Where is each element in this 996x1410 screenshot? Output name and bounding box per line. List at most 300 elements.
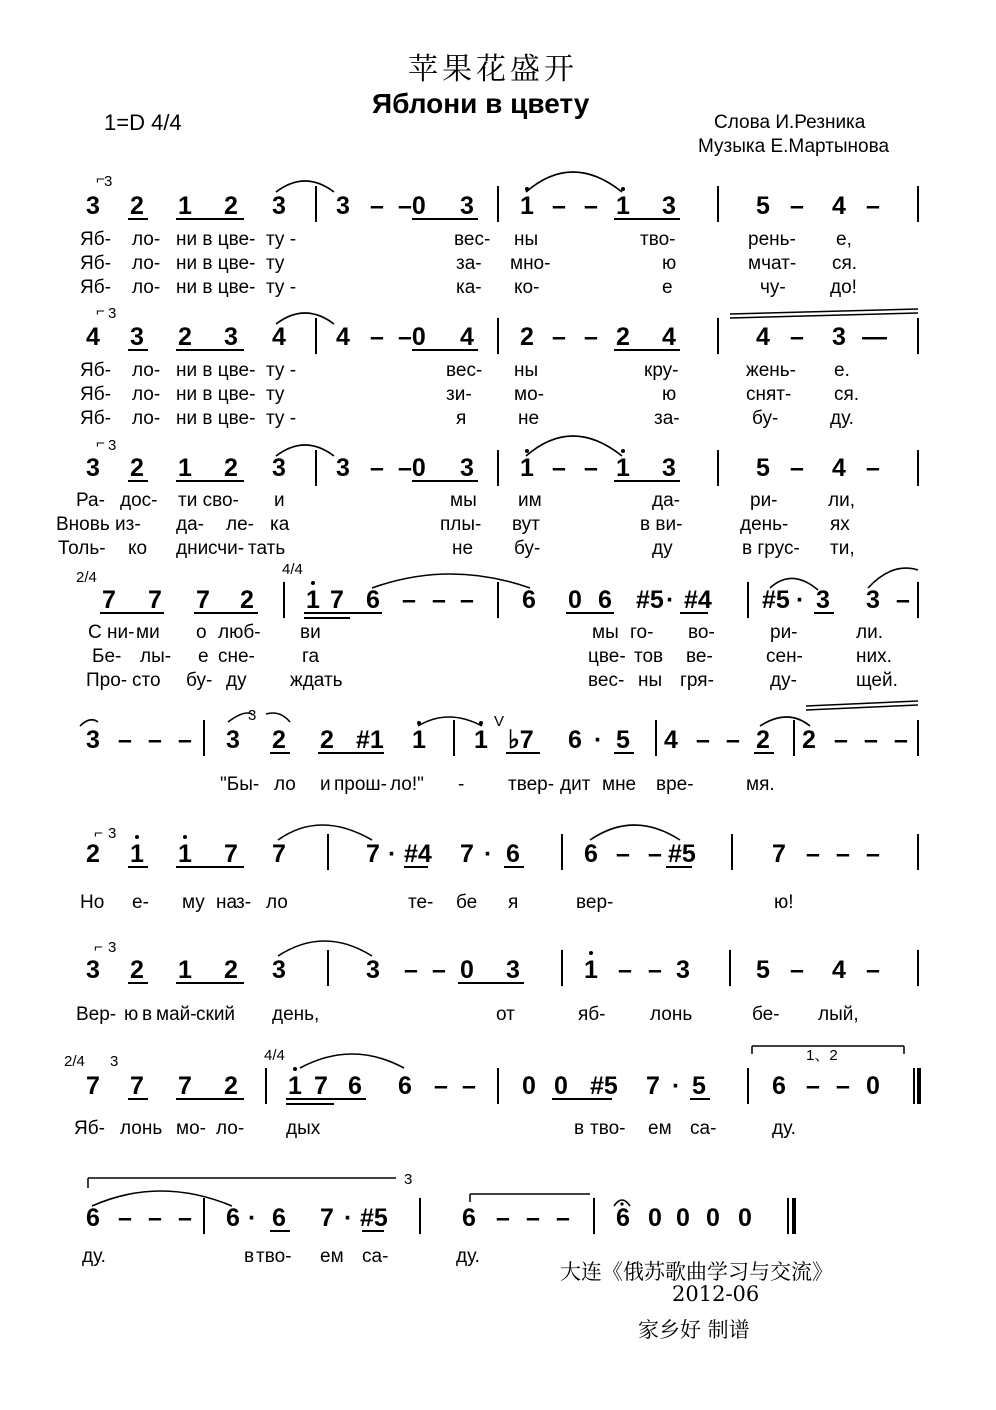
lyrics-verse-2	[80, 253, 857, 274]
svg-text:бу-: бу-	[514, 538, 541, 559]
svg-text:Толь-: Толь-	[58, 538, 106, 559]
dot: ·	[666, 586, 675, 614]
note: 3	[816, 586, 830, 614]
dash: —	[862, 323, 887, 351]
note: 3	[86, 192, 100, 220]
svg-text:лы-: лы-	[140, 646, 172, 667]
note: 6	[584, 840, 598, 868]
dash: –	[866, 840, 880, 868]
svg-text:Яб-: Яб-	[80, 253, 111, 274]
lyrics-verse-2	[80, 384, 859, 405]
svg-text:дос-: дос-	[120, 490, 158, 511]
tuplet-number: 3	[108, 825, 117, 842]
svg-text:ко-: ко-	[514, 277, 540, 298]
note: 6	[398, 1072, 412, 1100]
svg-text:Ра-: Ра-	[76, 490, 105, 511]
svg-text:ло-: ло-	[132, 253, 161, 274]
note: 2	[272, 726, 286, 754]
svg-text:ви: ви	[300, 622, 321, 643]
note: 6	[506, 840, 520, 868]
svg-text:Яб-: Яб-	[80, 384, 111, 405]
tie	[590, 825, 680, 840]
note: 6	[462, 1204, 476, 1232]
note: #5	[668, 840, 696, 868]
svg-text:тво-: тво-	[590, 1118, 626, 1139]
svg-text:тать: тать	[248, 538, 286, 559]
note: 7	[314, 1072, 328, 1100]
lyrics-verse-1	[80, 360, 850, 381]
dash: –	[648, 956, 662, 984]
svg-text:лый,: лый,	[818, 1004, 859, 1025]
tuplet-mark: ⌐	[96, 303, 105, 320]
note: 4	[832, 192, 846, 220]
title-russian: Яблони в цвету	[372, 88, 590, 119]
note: 6	[272, 1204, 286, 1232]
note: 3	[86, 454, 100, 482]
dash: –	[178, 726, 192, 754]
dash: –	[894, 726, 908, 754]
svg-text:ду.: ду.	[772, 1118, 796, 1139]
dash: –	[806, 840, 820, 868]
svg-text:го-: го-	[630, 622, 654, 643]
tuplet-bracket	[266, 713, 290, 722]
dash: –	[432, 956, 446, 984]
svg-text:им: им	[518, 490, 542, 511]
tie	[278, 941, 372, 956]
lyrics	[74, 1118, 796, 1139]
note: 2	[130, 956, 144, 984]
note: 0	[554, 1072, 568, 1100]
svg-text:Яб-: Яб-	[80, 229, 111, 250]
note: 3	[86, 726, 100, 754]
note: 2	[240, 586, 254, 614]
note: –0	[398, 323, 426, 351]
svg-text:Вновь из-: Вновь из-	[56, 514, 141, 535]
note: 4	[336, 323, 350, 351]
note: 1	[616, 192, 630, 220]
note: 5	[756, 192, 770, 220]
svg-text:сне-: сне-	[218, 646, 255, 667]
note: 1	[178, 840, 192, 868]
note: 3	[86, 956, 100, 984]
svg-text:Бе-: Бе-	[92, 646, 122, 667]
svg-text:ду.: ду.	[830, 408, 854, 429]
svg-text:-: -	[458, 774, 465, 795]
note: 4	[272, 323, 286, 351]
tie	[526, 172, 622, 192]
note: 6	[348, 1072, 362, 1100]
note: 4	[662, 323, 676, 351]
note: 5	[756, 454, 770, 482]
note: 5	[616, 726, 630, 754]
note: 7	[148, 586, 162, 614]
svg-text:Но: Но	[80, 892, 105, 913]
note: 7	[772, 840, 786, 868]
svg-text:бе-: бе-	[752, 1004, 780, 1025]
svg-text:е,: е,	[836, 229, 852, 250]
dot: ·	[796, 586, 805, 614]
dash: –	[836, 840, 850, 868]
lyrics-verse-2	[92, 646, 892, 667]
svg-text:ся.: ся.	[834, 384, 860, 405]
svg-text:е: е	[198, 646, 209, 667]
note: 1	[474, 726, 488, 754]
tuplet-mark: ⌐	[94, 939, 103, 956]
svg-text:мо-: мо-	[176, 1118, 206, 1139]
note: 4	[460, 323, 474, 351]
dash: –	[148, 726, 162, 754]
svg-text:щей.: щей.	[856, 670, 898, 691]
footer-author: 家乡好 制谱	[638, 1318, 750, 1342]
note: –0	[398, 192, 426, 220]
svg-text:ни в цве-: ни в цве-	[176, 277, 256, 298]
dash: –	[896, 586, 910, 614]
note: 6	[366, 586, 380, 614]
svg-text:ю: ю	[662, 253, 677, 274]
note: 0	[676, 1204, 690, 1232]
svg-text:ло-: ло-	[132, 277, 161, 298]
svg-text:счи-: счи-	[208, 538, 245, 559]
svg-text:Яб-: Яб-	[80, 277, 111, 298]
tuplet-mark: ⌐	[94, 825, 103, 842]
svg-text:му: му	[182, 892, 205, 913]
svg-text:ни в цве-: ни в цве-	[176, 384, 256, 405]
note: 2	[616, 323, 630, 351]
tie	[418, 717, 482, 726]
note: #5	[590, 1072, 618, 1100]
note: 0	[522, 1072, 536, 1100]
svg-text:е: е	[662, 277, 673, 298]
note: 6	[772, 1072, 786, 1100]
dash: –	[790, 192, 804, 220]
octave-dot	[311, 581, 315, 585]
svg-text:ждать: ждать	[290, 670, 343, 691]
note: 6	[568, 726, 582, 754]
note: 2	[802, 726, 816, 754]
svg-text:ти,: ти,	[830, 538, 855, 559]
note: 7	[224, 840, 238, 868]
note: #1	[356, 726, 384, 754]
note: 0	[738, 1204, 752, 1232]
note: 7	[178, 1072, 192, 1100]
dash: –	[552, 454, 566, 482]
time-signature: 2/4	[64, 1053, 85, 1070]
svg-text:день-: день-	[740, 514, 789, 535]
dash: –	[726, 726, 740, 754]
svg-text:ны: ны	[638, 670, 663, 691]
note: 3	[226, 726, 240, 754]
svg-text:ны: ны	[514, 360, 539, 381]
dash: –	[696, 726, 710, 754]
octave-dot	[183, 835, 187, 839]
svg-text:в грус-: в грус-	[742, 538, 800, 559]
note: 6	[226, 1204, 240, 1232]
svg-text:вес-: вес-	[446, 360, 483, 381]
svg-text:и: и	[274, 490, 285, 511]
tie	[760, 717, 810, 726]
system-6	[80, 825, 918, 913]
note: 2	[224, 454, 238, 482]
note: #5	[636, 586, 664, 614]
note: 7	[196, 586, 210, 614]
svg-text:ло: ло	[274, 774, 296, 795]
note: 4	[664, 726, 678, 754]
dash: –	[370, 454, 384, 482]
note: 1	[288, 1072, 302, 1100]
svg-text:са-: са-	[690, 1118, 717, 1139]
note: 2	[224, 192, 238, 220]
octave-dot	[293, 1067, 297, 1071]
dot: ·	[388, 840, 397, 868]
note: 4	[86, 323, 100, 351]
svg-text:день,: день,	[272, 1004, 320, 1025]
svg-text:ло-: ло-	[216, 1118, 245, 1139]
dot: ·	[344, 1204, 353, 1232]
svg-text:ту -: ту -	[266, 277, 297, 298]
svg-text:дых: дых	[286, 1118, 321, 1139]
note: 2	[224, 956, 238, 984]
note: 3	[676, 956, 690, 984]
dash: –	[864, 726, 878, 754]
note: 1	[178, 192, 192, 220]
system-3	[56, 435, 918, 559]
svg-text:е.: е.	[834, 360, 850, 381]
tie	[92, 1191, 232, 1206]
svg-text:люб-: люб-	[218, 622, 261, 643]
svg-text:мне: мне	[602, 774, 637, 795]
svg-text:ду: ду	[652, 538, 673, 559]
tie	[526, 436, 622, 456]
tie	[372, 574, 530, 588]
dash: –	[806, 1072, 820, 1100]
dash: –	[432, 586, 446, 614]
svg-text:лонь: лонь	[650, 1004, 693, 1025]
svg-text:Яб-: Яб-	[80, 408, 111, 429]
lyricist-credit: Слова И.Резника	[714, 112, 866, 133]
note: 7	[366, 840, 380, 868]
dash: –	[460, 586, 474, 614]
time-signature: 4/4	[282, 561, 303, 578]
lyrics	[82, 1246, 480, 1267]
svg-text:ся.: ся.	[832, 253, 858, 274]
svg-text:ю: ю	[124, 1004, 139, 1025]
system-9	[82, 1171, 794, 1267]
svg-text:Про-: Про-	[86, 670, 128, 691]
dot: ·	[594, 726, 603, 754]
svg-text:е-: е-	[132, 892, 149, 913]
note: 1	[412, 726, 426, 754]
note: 1	[306, 586, 320, 614]
octave-dot	[525, 187, 529, 191]
svg-text:ский: ский	[196, 1004, 236, 1025]
svg-text:Яб-: Яб-	[74, 1118, 105, 1139]
svg-text:С ни-: С ни-	[88, 622, 135, 643]
svg-text:цве-: цве-	[588, 646, 626, 667]
note: 3	[272, 956, 286, 984]
dash: –	[462, 1072, 476, 1100]
tuplet-number: 3	[248, 707, 257, 724]
system-7	[76, 939, 918, 1025]
note: 0	[648, 1204, 662, 1232]
lyrics-verse-1	[80, 229, 852, 250]
svg-text:ле-: ле-	[226, 514, 254, 535]
dash: –	[790, 956, 804, 984]
note: 3	[336, 192, 350, 220]
svg-text:Яб-: Яб-	[80, 360, 111, 381]
octave-dot	[479, 721, 483, 725]
svg-text:тво-: тво-	[256, 1246, 292, 1267]
svg-text:мы: мы	[592, 622, 619, 643]
svg-text:и: и	[320, 774, 331, 795]
note: 3	[662, 192, 676, 220]
note: 1	[178, 956, 192, 984]
note: 2	[86, 840, 100, 868]
svg-text:от: от	[496, 1004, 515, 1025]
note: 1	[520, 192, 534, 220]
dash: –	[404, 956, 418, 984]
svg-text:да-: да-	[652, 490, 680, 511]
dash: –	[118, 726, 132, 754]
note: 6	[86, 1204, 100, 1232]
note: 5	[756, 956, 770, 984]
time-signature: 2/4	[76, 569, 97, 586]
note: 3	[272, 454, 286, 482]
svg-text:дит: дит	[560, 774, 591, 795]
note: 7	[646, 1072, 660, 1100]
lyrics-verse-2	[56, 514, 850, 535]
note: 6	[616, 1204, 630, 1232]
dash: –	[148, 1204, 162, 1232]
lyrics	[80, 892, 794, 913]
svg-text:дни: дни	[176, 538, 209, 559]
svg-text:ны: ны	[514, 229, 539, 250]
svg-text:тов: тов	[634, 646, 664, 667]
svg-text:вес-: вес-	[588, 670, 625, 691]
note: –0	[398, 454, 426, 482]
note: 3	[336, 454, 350, 482]
note: 3	[272, 192, 286, 220]
svg-text:ду.: ду.	[456, 1246, 480, 1267]
dash: –	[790, 323, 804, 351]
volta-label: 3	[404, 1171, 413, 1188]
svg-text:ту -: ту -	[266, 360, 297, 381]
tuplet-number: 3	[108, 305, 117, 322]
svg-text:рень-: рень-	[748, 229, 796, 250]
note: 3	[366, 956, 380, 984]
svg-text:ях: ях	[830, 514, 850, 535]
svg-text:вре-: вре-	[656, 774, 694, 795]
svg-text:в: в	[574, 1118, 585, 1139]
svg-text:ли.: ли.	[856, 622, 883, 643]
note: #4	[404, 840, 432, 868]
dot: ·	[484, 840, 493, 868]
lyrics-verse-1	[88, 622, 883, 643]
note: 3	[506, 956, 520, 984]
dash: –	[584, 192, 598, 220]
dash: –	[526, 1204, 540, 1232]
octave-dot	[621, 187, 625, 191]
svg-text:мно-: мно-	[510, 253, 551, 274]
note: 0	[568, 586, 582, 614]
lyrics	[220, 774, 775, 795]
svg-text:в: в	[244, 1246, 255, 1267]
svg-text:твер-: твер-	[508, 774, 555, 795]
tuplet-number: 3	[108, 939, 117, 956]
key-signature: 1=D 4/4	[104, 110, 182, 135]
svg-text:ем: ем	[648, 1118, 672, 1139]
composer-credit: Музыка Е.Мартынова	[698, 136, 890, 157]
svg-text:гря-: гря-	[680, 670, 714, 691]
svg-text:вес-: вес-	[454, 229, 491, 250]
note: 4	[832, 454, 846, 482]
note: 4	[832, 956, 846, 984]
dash: –	[552, 323, 566, 351]
dash: –	[866, 454, 880, 482]
lyrics-verse-3	[80, 277, 857, 298]
svg-text:за-: за-	[456, 253, 482, 274]
dash: –	[370, 323, 384, 351]
note: 2	[130, 192, 144, 220]
note: 3	[460, 454, 474, 482]
dash: –	[790, 454, 804, 482]
note: #5	[360, 1204, 388, 1232]
svg-text:плы-: плы-	[440, 514, 482, 535]
svg-text:вут: вут	[512, 514, 540, 535]
note: 3	[224, 323, 238, 351]
note: 1	[178, 454, 192, 482]
svg-text:ве-: ве-	[686, 646, 713, 667]
dash: –	[866, 192, 880, 220]
note: 3	[460, 192, 474, 220]
svg-text:ду.: ду.	[82, 1246, 106, 1267]
title-chinese: 苹果花盛开	[408, 52, 578, 87]
tie	[278, 825, 372, 840]
svg-text:снят-: снят-	[746, 384, 792, 405]
svg-text:яб-: яб-	[578, 1004, 606, 1025]
svg-text:бе: бе	[456, 892, 478, 913]
svg-text:ло-: ло-	[132, 229, 161, 250]
dash: –	[434, 1072, 448, 1100]
note: 3	[866, 586, 880, 614]
svg-text:да-: да-	[176, 514, 204, 535]
dash: –	[616, 840, 630, 868]
note: 7	[460, 840, 474, 868]
svg-text:ни в цве-: ни в цве-	[176, 253, 256, 274]
svg-text:ду-: ду-	[770, 670, 797, 691]
tie	[300, 1054, 404, 1068]
tuplet-mark: ⌐	[96, 435, 105, 452]
svg-text:ри-: ри-	[770, 622, 798, 643]
svg-text:ю: ю	[662, 384, 677, 405]
svg-text:до!: до!	[830, 277, 857, 298]
dash: –	[584, 454, 598, 482]
svg-text:Вер-: Вер-	[76, 1004, 117, 1025]
svg-text:них.: них.	[856, 646, 892, 667]
note: 0	[706, 1204, 720, 1232]
dash: –	[834, 726, 848, 754]
system-8	[64, 1046, 919, 1139]
dash: –	[402, 586, 416, 614]
note: 2	[178, 323, 192, 351]
note: 2	[224, 1072, 238, 1100]
note: 2	[520, 323, 534, 351]
note: 3	[130, 323, 144, 351]
svg-text:я: я	[456, 408, 467, 429]
svg-text:ри-: ри-	[750, 490, 778, 511]
dash: –	[866, 956, 880, 984]
note: 1	[130, 840, 144, 868]
svg-text:зи-: зи-	[446, 384, 472, 405]
